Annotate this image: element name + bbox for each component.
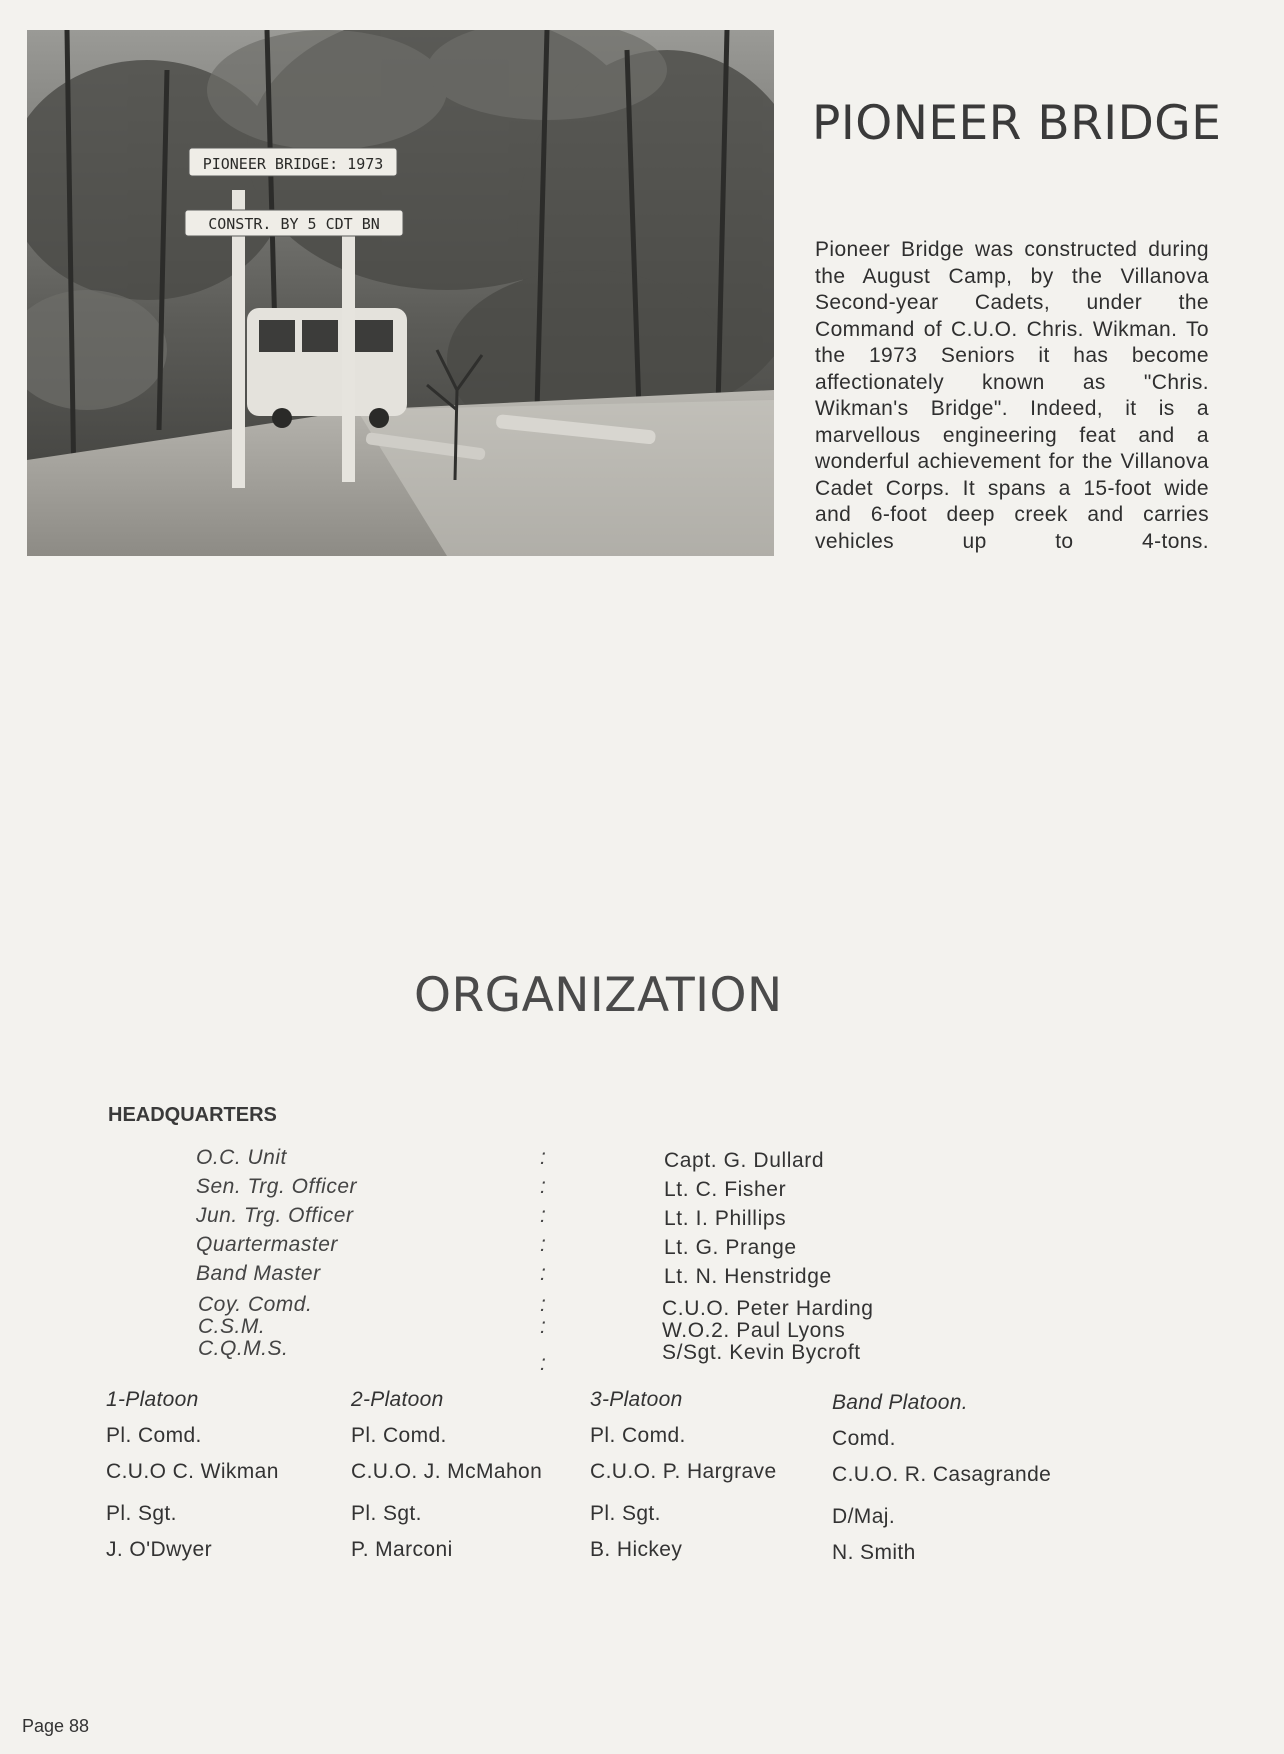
headquarters-heading: HEADQUARTERS	[108, 1104, 277, 1126]
hq-row	[0, 1233, 1284, 1259]
platoon-title: 1-Platoon	[106, 1388, 199, 1411]
platoon-line: N. Smith	[832, 1541, 916, 1564]
hq-row	[0, 1337, 1284, 1375]
hq-colon: :	[540, 1175, 546, 1198]
hq-role: Quartermaster	[196, 1233, 338, 1256]
platoon-line: Pl. Sgt.	[351, 1502, 422, 1525]
platoon-line: Pl. Sgt.	[590, 1502, 661, 1525]
hq-colon: :	[540, 1204, 546, 1227]
hq-colon: :	[540, 1146, 546, 1169]
hq-name: Lt. N. Henstridge	[664, 1265, 832, 1288]
platoon-1	[106, 1388, 346, 1574]
platoon-line: J. O'Dwyer	[106, 1538, 213, 1561]
hq-row	[0, 1204, 1284, 1230]
platoon-line: D/Maj.	[832, 1505, 896, 1528]
platoon-line: Pl. Comd.	[106, 1424, 202, 1447]
platoon-line: C.U.O C. Wikman	[106, 1460, 279, 1483]
page-number: Page 88	[22, 1716, 90, 1736]
sign-text-2: CONSTR. BY 5 CDT BN	[208, 215, 380, 233]
hq-colon: :	[540, 1352, 546, 1375]
hq-name: C.U.O. Peter Harding	[662, 1297, 874, 1320]
hq-role: Coy. Comd.	[198, 1293, 313, 1316]
platoon-line: Pl. Comd.	[590, 1424, 686, 1447]
platoon-title: 2-Platoon	[351, 1388, 444, 1411]
platoon-line: Pl. Sgt.	[106, 1502, 177, 1525]
platoon-line: Comd.	[832, 1427, 896, 1450]
hq-colon: :	[540, 1262, 546, 1285]
hq-name: Lt. C. Fisher	[664, 1178, 787, 1201]
hq-name: Lt. G. Prange	[664, 1236, 797, 1259]
platoon-band	[832, 1391, 1072, 1577]
hq-row	[0, 1175, 1284, 1201]
hq-colon: :	[540, 1315, 546, 1338]
hq-colon: :	[540, 1233, 546, 1256]
pioneer-bridge-photo	[27, 30, 774, 556]
hq-colon: :	[540, 1293, 546, 1316]
platoon-line: C.U.O. R. Casagrande	[832, 1463, 1052, 1486]
hq-row	[0, 1146, 1284, 1172]
hq-row	[0, 1262, 1284, 1288]
platoon-title: Band Platoon.	[832, 1391, 968, 1414]
platoon-3	[590, 1388, 830, 1574]
platoon-line: B. Hickey	[590, 1538, 683, 1561]
platoon-line: P. Marconi	[351, 1538, 453, 1561]
hq-role: Sen. Trg. Officer	[196, 1175, 357, 1198]
platoon-title: 3-Platoon	[590, 1388, 683, 1411]
hq-name: Capt. G. Dullard	[664, 1149, 825, 1172]
hq-role: Band Master	[196, 1262, 321, 1285]
hq-role: Jun. Trg. Officer	[196, 1204, 354, 1227]
platoon-line: Pl. Comd.	[351, 1424, 447, 1447]
hq-name: W.O.2. Paul Lyons	[662, 1319, 846, 1342]
hq-role: C.S.M.	[198, 1315, 266, 1338]
platoon-2	[351, 1388, 591, 1574]
pioneer-bridge-paragraph: Pioneer Bridge was constructed during the August Camp, by the Villanova Second-year Cadets, under the Command of C.U.O. Chris. Wikman. To the 1973 Seniors it has become affectionately known as "Chris. Wikman's Bridge". Indeed, it is a marvellous engineering feat and a wonderful achievement for the Villanova Cadet Corps. It spans a 15-foot wide and 6-foot deep creek and carries vehicles up to 4-tons.	[815, 238, 1209, 553]
hq-name: Lt. I. Phillips	[664, 1207, 787, 1230]
hq-name: S/Sgt. Kevin Bycroft	[662, 1341, 861, 1364]
platoon-line: C.U.O. P. Hargrave	[590, 1460, 777, 1483]
hq-role: C.Q.M.S.	[198, 1337, 289, 1360]
sign-text-1: PIONEER BRIDGE: 1973	[202, 155, 384, 173]
pioneer-bridge-title: PIONEER BRIDGE	[812, 96, 1222, 151]
hq-role: O.C. Unit	[196, 1146, 287, 1169]
organization-title: ORGANIZATION	[414, 968, 783, 1023]
platoon-line: C.U.O. J. McMahon	[351, 1460, 543, 1483]
